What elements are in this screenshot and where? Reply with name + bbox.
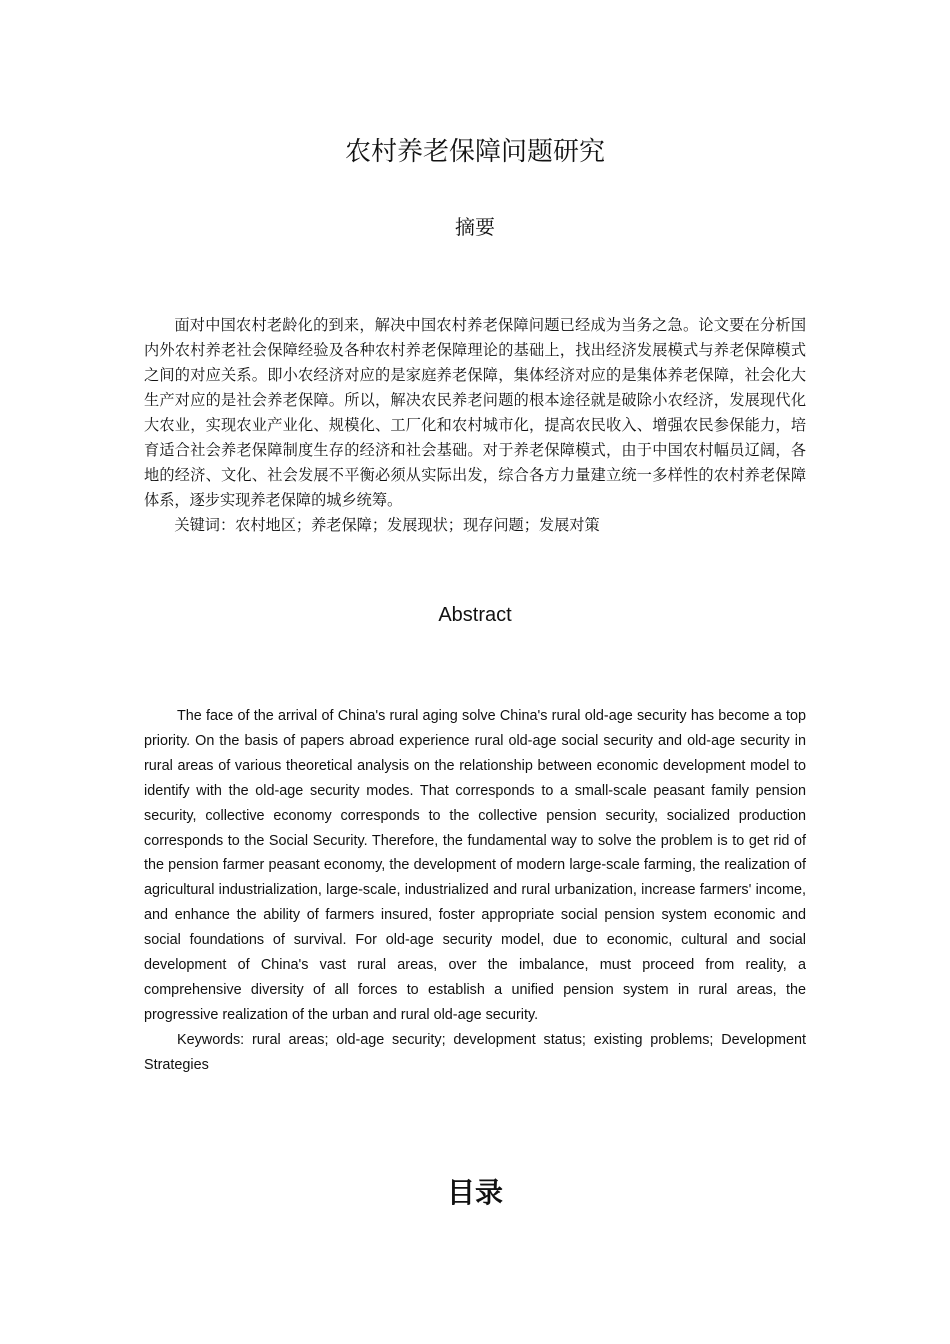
- abstract-zh-keywords: 关键词：农村地区；养老保障；发展现状；现存问题；发展对策: [174, 516, 600, 534]
- document-title: 农村养老保障问题研究: [344, 137, 605, 167]
- abstract-en-paragraph: The face of the arrival of China's rural aging solve China's rural old-age security has become a top priority. On the basis of papers abroad experience rural old-age social security and old-age security in rural areas of various theoretical analysis on the relationship between economic development model to identify with the old-age security modes. That corresponds to a small-scale peasant family pension security, collective economy corresponds to the collective pension security, socialized production corresponds to the Social Security. Therefore, the fundamental way to solve the problem is to get rid of the pension farmer peasant economy, the development of modern large-scale farming, the realization of agricultural industrialization, large-scale, industrialized and rural urbanization, increase farmers' income, and enhance the ability of farmers insured, foster appropriate social pension system economic and social foundations of survival. For old-age security model, due to economic, cultural and social development of China's vast rural areas, over the imbalance, must proceed from reality, a comprehensive diversity of all forces to establish a unified pension system in rural areas, the progressive realization of the urban and rural old-age security.: [144, 708, 806, 1023]
- abstract-zh-section: [144, 313, 806, 538]
- abstract-zh-heading: 摘要: [455, 215, 495, 239]
- abstract-en-section: [144, 704, 806, 1078]
- abstract-en-heading: Abstract: [438, 604, 512, 626]
- abstract-en-keywords: Keywords: rural areas; old-age security; development status; existing problems; Development Strategies: [144, 1031, 806, 1073]
- abstract-zh-paragraph: 面对中国农村老龄化的到来，解决中国农村养老保障问题已经成为当务之急。论文要在分析国内外农村养老社会保障经验及各种农村养老保障理论的基础上，找出经济发展模式与养老保障模式之间的对应关系。即小农经济对应的是家庭养老保障，集体经济对应的是集体养老保障，社会化大生产对应的是社会养老保障。所以，解决农民养老问题的根本途径就是破除小农经济，发展现代化大农业，实现农业产业化、规模化、工厂化和农村城市化，提高农民收入、增强农民参保能力，培育适合社会养老保障制度生存的经济和社会基础。对于养老保障模式，由于中国农村幅员辽阔，各地的经济、文化、社会发展不平衡必须从实际出发，综合各方力量建立统一多样性的农村养老保障体系，逐步实现养老保障的城乡统筹。: [144, 316, 806, 509]
- toc-heading: 目录: [446, 1176, 503, 1209]
